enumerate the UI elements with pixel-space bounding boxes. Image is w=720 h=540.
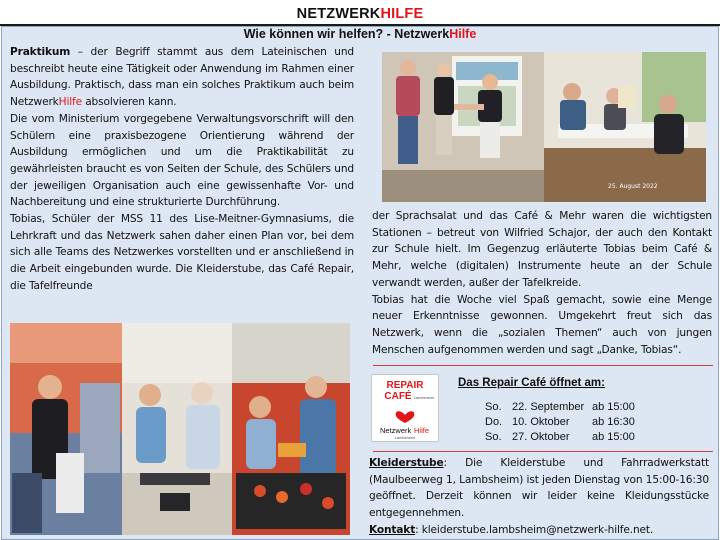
heading-prefix: Wie können wir helfen? - Netzwerk	[243, 27, 450, 41]
photo-handshake-and-table	[382, 52, 706, 202]
schedule-date: 27. Oktober	[512, 431, 570, 443]
brand-part-2: HILFE	[380, 6, 424, 22]
contact-email[interactable]: : kleiderstube.lambsheim@netzwerk-hilfe.net.	[415, 523, 654, 536]
divider-top	[373, 365, 713, 366]
contact-label: Kontakt	[369, 523, 416, 536]
photo-bottom-illustration	[10, 323, 350, 535]
logo-line-1: REPAIR	[386, 380, 424, 391]
kleiderstube-label: Kleiderstube	[369, 457, 444, 469]
schedule-day: Do.	[485, 416, 503, 428]
logo-brand-1: Netzwerk	[380, 426, 412, 435]
kleiderstube-paragraph	[369, 455, 709, 522]
page-heading	[0, 27, 720, 41]
schedule-time: ab 15:00	[592, 431, 635, 443]
logo-illustration	[372, 375, 438, 441]
divider-bottom	[373, 451, 713, 452]
logo-tagline: Lambsheim	[394, 435, 416, 440]
heart-icon	[396, 411, 415, 423]
schedule-time: ab 15:00	[592, 401, 635, 413]
left-column-text	[10, 44, 354, 295]
intro-end: absolvieren kann.	[82, 96, 177, 109]
paragraph-plan: Tobias, Schüler der MSS 11 des Lise-Meitner-Gymnasiums, die Lehrkraft und das Netzwerk sahen daher einen Plan vor, bei dem sich alle Teams des Netzwerkes vorstellten und er anschließend in die Arbeit eingebunden wurde. Die Kleiderstube, das Café Repair, die Tafelfreunde	[10, 213, 354, 292]
schedule-date: 10. Oktober	[512, 416, 570, 428]
photo-date-caption: 25. August 2022	[608, 183, 658, 190]
paragraph-stations: der Sprachsalat und das Café & Mehr waren die wichtigsten Stationen – betreut von Wilfried Schajor, der auch den Kontakt zur Schule hielt. Im Gegenzug erläuterte Tobias beim Café & Mehr, welche (digitalen) Instrumente heute an der Schule verwandt werden, außer der Tafelkreide.	[372, 210, 712, 289]
repair-cafe-title: Das Repair Café öffnet am:	[458, 377, 605, 389]
schedule-date: 22. September	[512, 401, 585, 413]
paragraph-regulation: Die vom Ministerium vorgegebene Verwaltungsvorschrift will den Schülern eine praxisbezogene Orientierung während der Ausbildung ermöglichen und um die Praktikabilität zu gewährleisten braucht es von Seiten der Schule, des Schülers und der jeweiligen Organisation auch eine gewissenhafte Vor- und Nachbereitung und eine strukturierte Durchführung.	[10, 112, 354, 209]
intro-text: – der Begriff stammt aus dem Lateinischen und beschreibt heute eine Tätigkeit oder Anwendung im Rahmen einer Ausbildung. Praktisch, dass man ein solches Praktikum auch beim Netzwerk	[10, 46, 354, 109]
kleiderstube-info	[369, 455, 709, 539]
schedule-day: So.	[485, 401, 502, 413]
contact-paragraph	[369, 522, 709, 539]
repair-cafe-logo	[371, 374, 439, 442]
schedule-day: So.	[485, 431, 502, 443]
heading-suffix: Hilfe	[449, 27, 477, 41]
photo-top-illustration	[382, 52, 706, 202]
intro-hilfe: Hilfe	[58, 96, 82, 109]
brand-title	[0, 6, 720, 22]
photo-activities-collage	[10, 323, 350, 535]
logo-small: Lambsheim	[413, 395, 435, 400]
paragraph-thanks: Tobias hat die Woche viel Spaß gemacht, sowie eine Menge neuer Erkenntnisse gewonnen. Umgekehrt freut sich das Netzwerk, wenn die „sozialen Themen“ auch von jungen Menschen aufgenommen werden und sagt „Danke, Tobias“.	[372, 293, 712, 356]
schedule-time: ab 16:30	[592, 416, 635, 428]
logo-brand-2: Hilfe	[414, 426, 430, 435]
kleiderstube-text: : Die Kleiderstube und Fahrradwerkstatt (Maulbeerweg 1, Lambsheim) ist jeden Dienstag von 15:00-16:30 geöffnet. Derzeit können wir leider keine Kleidungsstücke entgegennehmen.	[369, 457, 709, 520]
logo-line-2: CAFÉ	[384, 391, 412, 402]
term-praktikum: Praktikum	[10, 46, 71, 58]
brand-part-1: NETZWERK	[296, 6, 381, 22]
paragraph-intro	[10, 44, 354, 111]
right-column-text	[372, 208, 712, 358]
